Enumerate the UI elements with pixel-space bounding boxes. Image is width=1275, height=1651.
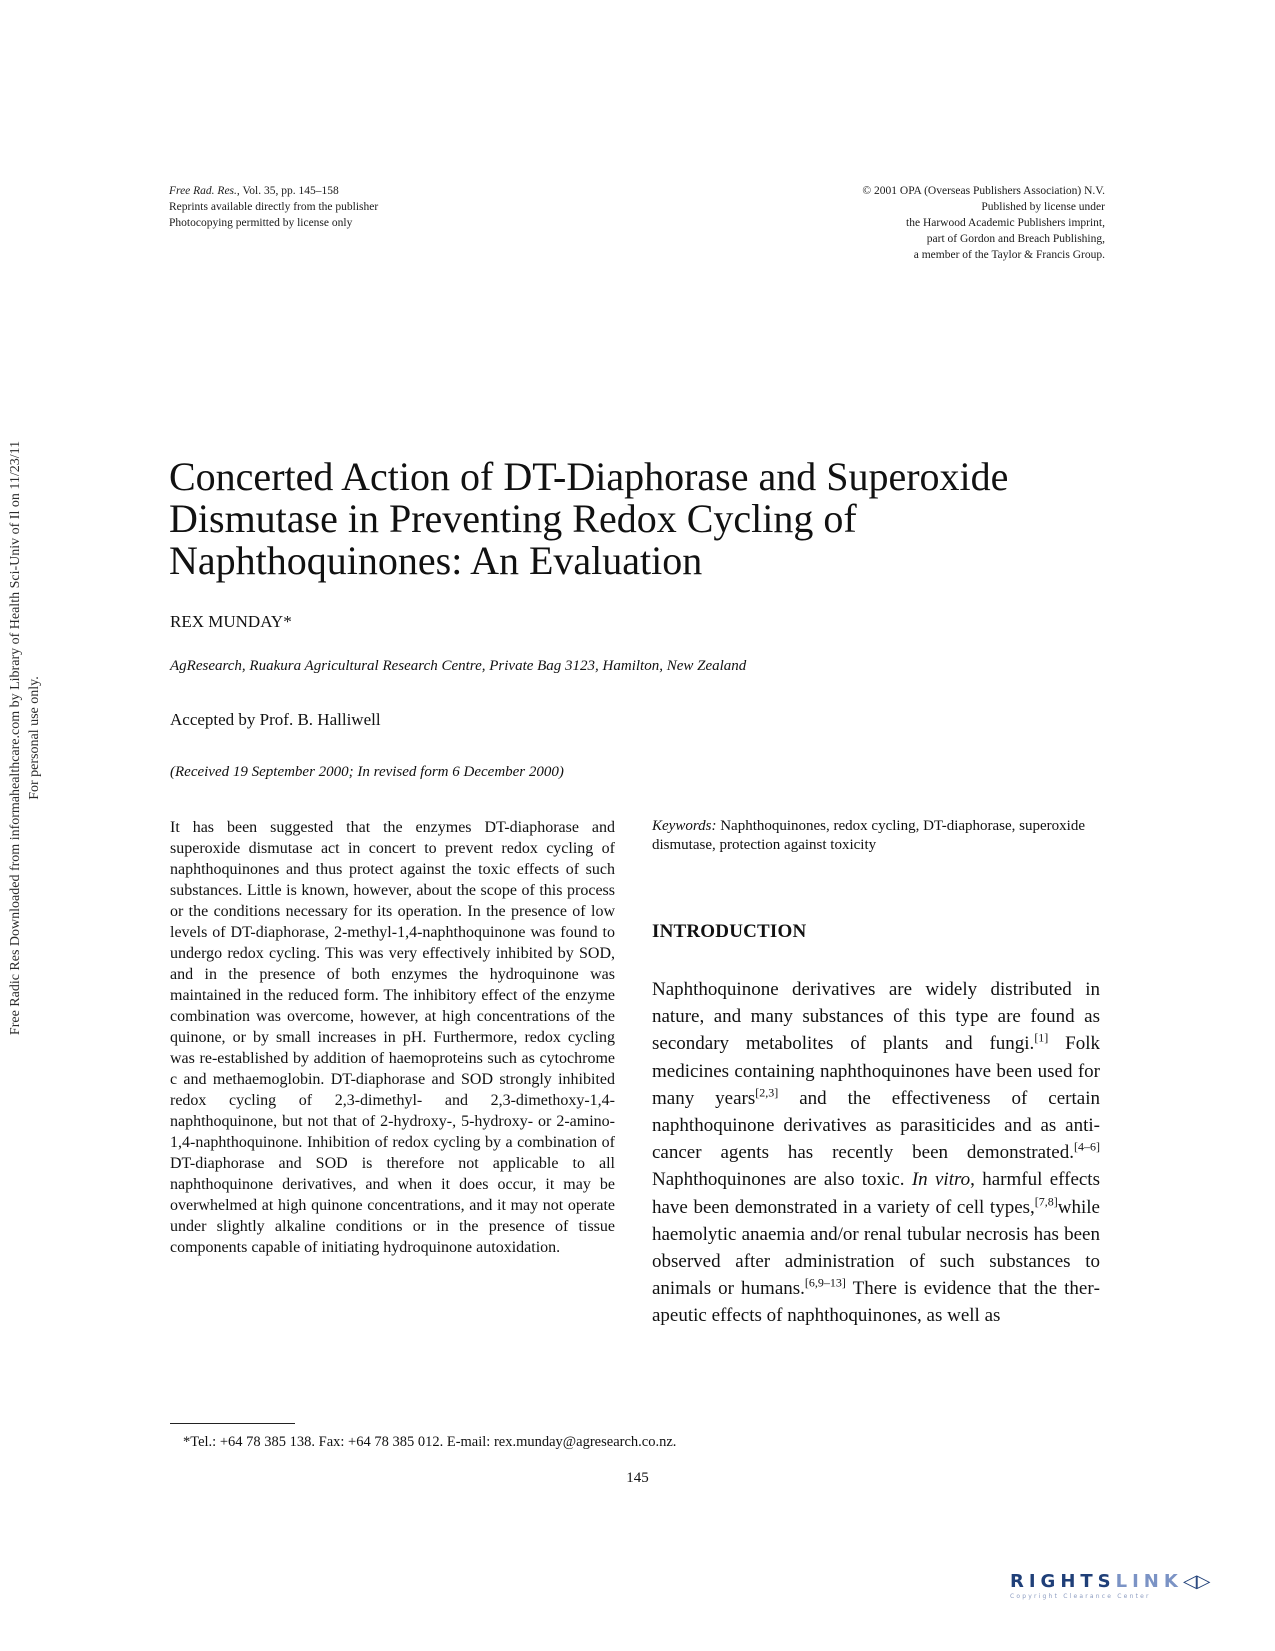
title-line-2: Dismutase in Preventing Redox Cycling of — [169, 496, 857, 541]
watermark-line-2: For personal use only. — [27, 676, 42, 800]
intro-text-1: Naphthoquinone derivatives are widely distributed in nature, and many substances of this type are found as secondary metabolites of plants and fungi. — [652, 979, 1100, 1055]
publisher-header — [685, 183, 1105, 263]
reprints-note: Reprints available directly from the publisher — [169, 201, 379, 213]
photocopy-note: Photocopying permitted by license only — [169, 217, 353, 229]
rightslink-text-light: LINK — [1115, 1571, 1183, 1592]
publisher-line-5: a member of the Taylor & Francis Group. — [913, 249, 1105, 261]
title-line-1: Concerted Action of DT-Diaphorase and Superoxide — [169, 454, 1009, 499]
article-title — [169, 456, 1089, 582]
author-name: REX MUNDAY* — [170, 612, 292, 631]
copyright-line: © 2001 OPA (Overseas Publishers Association) N.V. — [862, 185, 1105, 197]
citation-ref: [1] — [1034, 1031, 1049, 1046]
citation-ref: [4–6] — [1074, 1139, 1100, 1154]
title-line-3: Naphthoquinones: An Evaluation — [169, 538, 703, 583]
correspondence-footnote: *Tel.: +64 78 385 138. Fax: +64 78 385 012. E-mail: rex.munday@agresearch.co.nz. — [183, 1434, 677, 1450]
watermark-line-1: Free Radic Res Downloaded from informahealthcare.com by Library of Health Sci-Univ of Il on 11/23/11 — [8, 440, 23, 1036]
keywords-list: Naphthoquinones, redox cycling, DT-diaphorase, superoxide dismutase, protection against toxicity — [652, 818, 1085, 853]
page-number: 145 — [626, 1470, 649, 1486]
citation-ref: [6,9–13] — [804, 1275, 846, 1290]
keywords — [652, 817, 1100, 855]
intro-text-3: and the effectiveness of certain naphthoquinone derivatives as parasiticides and as anti-cancer agents has recently been demonstrated. — [652, 1087, 1100, 1164]
rightslink-logo[interactable] — [1010, 1572, 1250, 1612]
received-dates: (Received 19 September 2000; In revised form 6 December 2000) — [170, 764, 564, 780]
section-heading-introduction: INTRODUCTION — [652, 921, 807, 942]
author-affiliation: AgResearch, Ruakura Agricultural Research Centre, Private Bag 3123, Hamilton, New Zealand — [170, 658, 747, 674]
journal-header — [169, 183, 589, 231]
journal-name: Free Rad. Res. — [169, 185, 237, 197]
journal-volume: , Vol. 35, pp. 145–158 — [236, 185, 339, 197]
introduction-paragraph — [652, 976, 1100, 1330]
download-watermark — [6, 298, 66, 1178]
citation-ref: [7,8] — [1034, 1194, 1058, 1209]
accepted-by: Accepted by Prof. B. Halliwell — [170, 710, 381, 729]
publisher-line-4: part of Gordon and Breach Publishing, — [926, 233, 1105, 245]
intro-italic-in-vitro: In vitro — [911, 1169, 971, 1191]
rightslink-wordmark — [1010, 1572, 1250, 1592]
journal-citation — [169, 183, 589, 199]
citation-ref: [2,3] — [755, 1085, 779, 1100]
keywords-label: Keywords: — [652, 818, 717, 834]
intro-text-7: There is evidence that the therapeutic effects of naphthoquinones, as well as — [652, 1278, 1100, 1327]
intro-text-5: , harmful effects have been demonstrated in a variety of cell types, — [652, 1169, 1100, 1218]
rightslink-subtitle: Copyright Clearance Center — [1010, 1593, 1151, 1600]
intro-text-4: Naphthoquinones are also toxic. — [652, 1169, 912, 1191]
intro-text-6: while haemolytic anaemia and/or renal tubular necrosis has been observed after administration of such substances to animals or humans. — [652, 1196, 1100, 1300]
abstract-text: It has been suggested that the enzymes DT-diaphorase and superoxide dismutase act in concert to prevent redox cycling of naphthoquinones and thus protect against the toxic effects of such substances. Little is known, however, about the scope of this process or the conditions necessary for its operation. In the presence of low levels of DT-diaphorase, 2-methyl-1,4-naphthoquinone was found to undergo redox cycling. This was very effectively inhibited by SOD, and in the presence of both enzymes the hydroquinone was maintained in the reduced form. The inhibitory effect of the enzyme combination was overcome, however, at high concentrations of the quinone, or by small increases in pH. Furthermore, redox cycling was re-established by addition of haemoproteins such as cytochrome c and methaemoglobin. DT-diaphorase and SOD strongly inhibited redox cycling of 2,3-dimethyl- and 2,3-dimethoxy-1,4-naphthoquinone, but not that of 2-hydroxy-, 5-hydroxy- or 2-amino-1,4-naphthoquinone. Inhibition of redox cycling by a combination of DT-diaphorase and SOD is therefore not applicable to all naphthoquinone derivatives, and when it does occur, it may be overwhelmed at high quinone concentrations, and it may not operate under slightly alkaline conditions or in the presence of tissue components capable of initiating hydroquinone autoxidation. — [170, 819, 615, 1256]
footnote-rule — [170, 1423, 295, 1424]
intro-text-2: Folk medicines containing naphthoquinones have been used for many years — [652, 1033, 1100, 1109]
publisher-line-3: the Harwood Academic Publishers imprint, — [906, 217, 1105, 229]
rightslink-arrows-icon: ◁▷ — [1182, 1571, 1211, 1592]
rightslink-text-dark: RIGHTS — [1010, 1571, 1116, 1592]
publisher-line-2: Published by license under — [981, 201, 1105, 213]
